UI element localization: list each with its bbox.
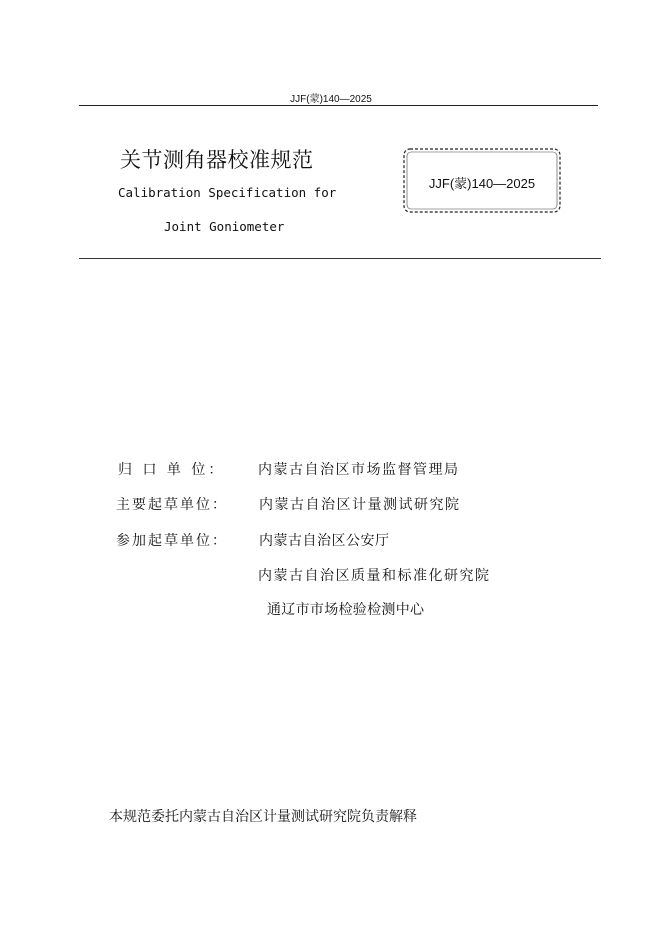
participant-drafters-label: 参加起草单位： [116,533,228,549]
title-english-line2: Joint Goniometer [164,219,285,234]
header-standard-code: JJF(蒙)140—2025 [290,94,372,105]
participant-drafter-item: 通辽市市场检验检测中心 [267,602,425,618]
participant-drafter-item: 内蒙古自治区质量和标准化研究院 [258,568,491,584]
title-chinese: 关节测角器校准规范 [120,148,314,172]
main-drafter-value: 内蒙古自治区计量测试研究院 [259,497,461,513]
responsible-unit-value: 内蒙古自治区市场监督管理局 [258,462,460,478]
title-english-line1: Calibration Specification for [118,185,337,200]
standard-code-label: JJF(蒙)140—2025 [428,176,536,191]
header-divider [79,105,598,106]
interpretation-note: 本规范委托内蒙古自治区计量测试研究院负责解释 [109,809,417,825]
participant-drafter-item: 内蒙古自治区公安厅 [259,533,390,549]
responsible-unit-label: 归 口 单 位： [118,462,226,478]
main-drafter-label: 主要起草单位： [116,497,228,513]
title-divider [79,258,601,259]
